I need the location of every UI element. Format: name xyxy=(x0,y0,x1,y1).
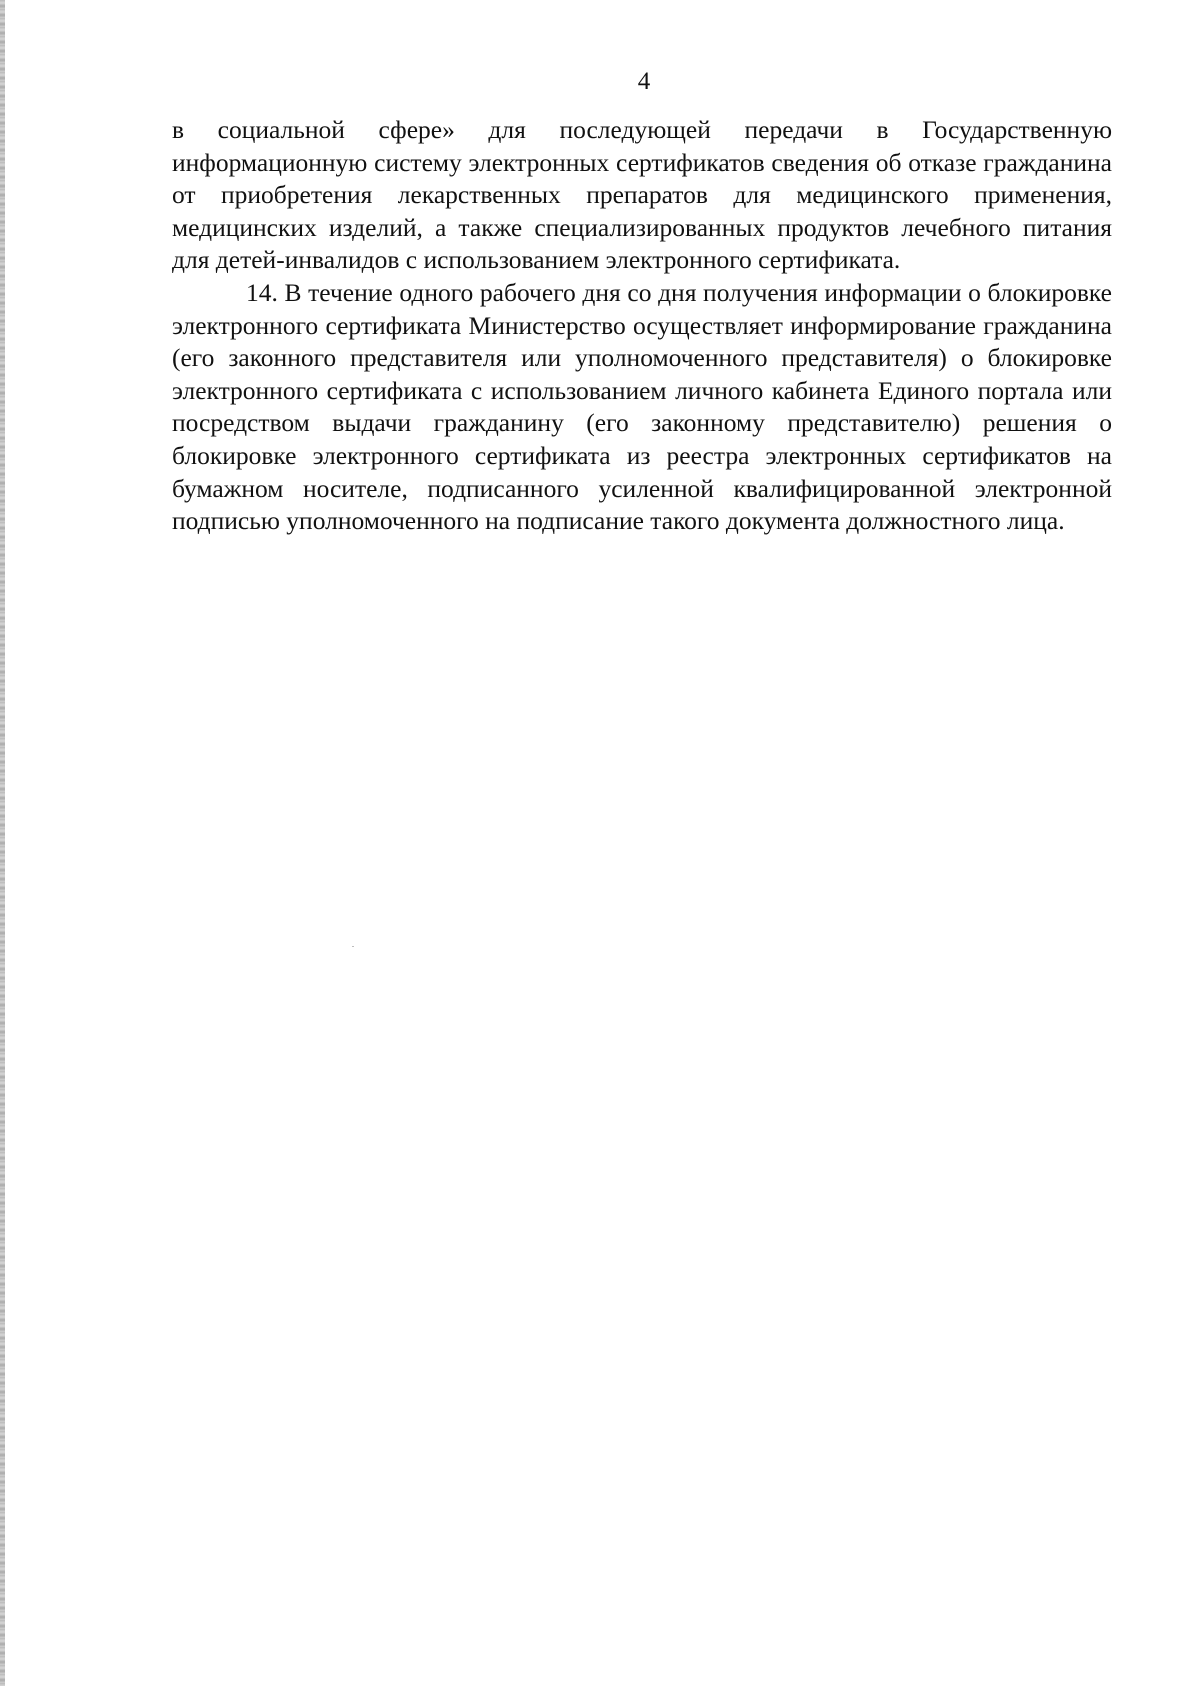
scan-speck xyxy=(352,946,354,947)
scan-edge xyxy=(0,0,5,1686)
paragraph-continuation: в социальной сфере» для последующей передачи в Государственную информационную систему электронных сертификатов сведения об отказе гражданина от приобретения лекарственных препаратов для медицинского применения, медицинских изделий, а также специализированных продуктов лечебного питания для детей-инвалидов с использованием электронного сертификата. xyxy=(172,115,1112,275)
document-body xyxy=(172,114,1112,538)
page-number: 4 xyxy=(637,68,651,95)
paragraph-item-14: 14. В течение одного рабочего дня со дня получения информации о блокировке электронного сертификата Министерство осуществляет информирование гражданина (его законного представителя или уполномоченного представителя) о блокировке электронного сертификата с использованием личного кабинета Единого портала или посредством выдачи гражданину (его законному представителю) решения о блокировке электронного сертификата из реестра электронных сертификатов на бумажном носителе, подписанного усиленной квалифицированной электронной подписью уполномоченного на подписание такого документа должностного лица. xyxy=(172,277,1112,536)
